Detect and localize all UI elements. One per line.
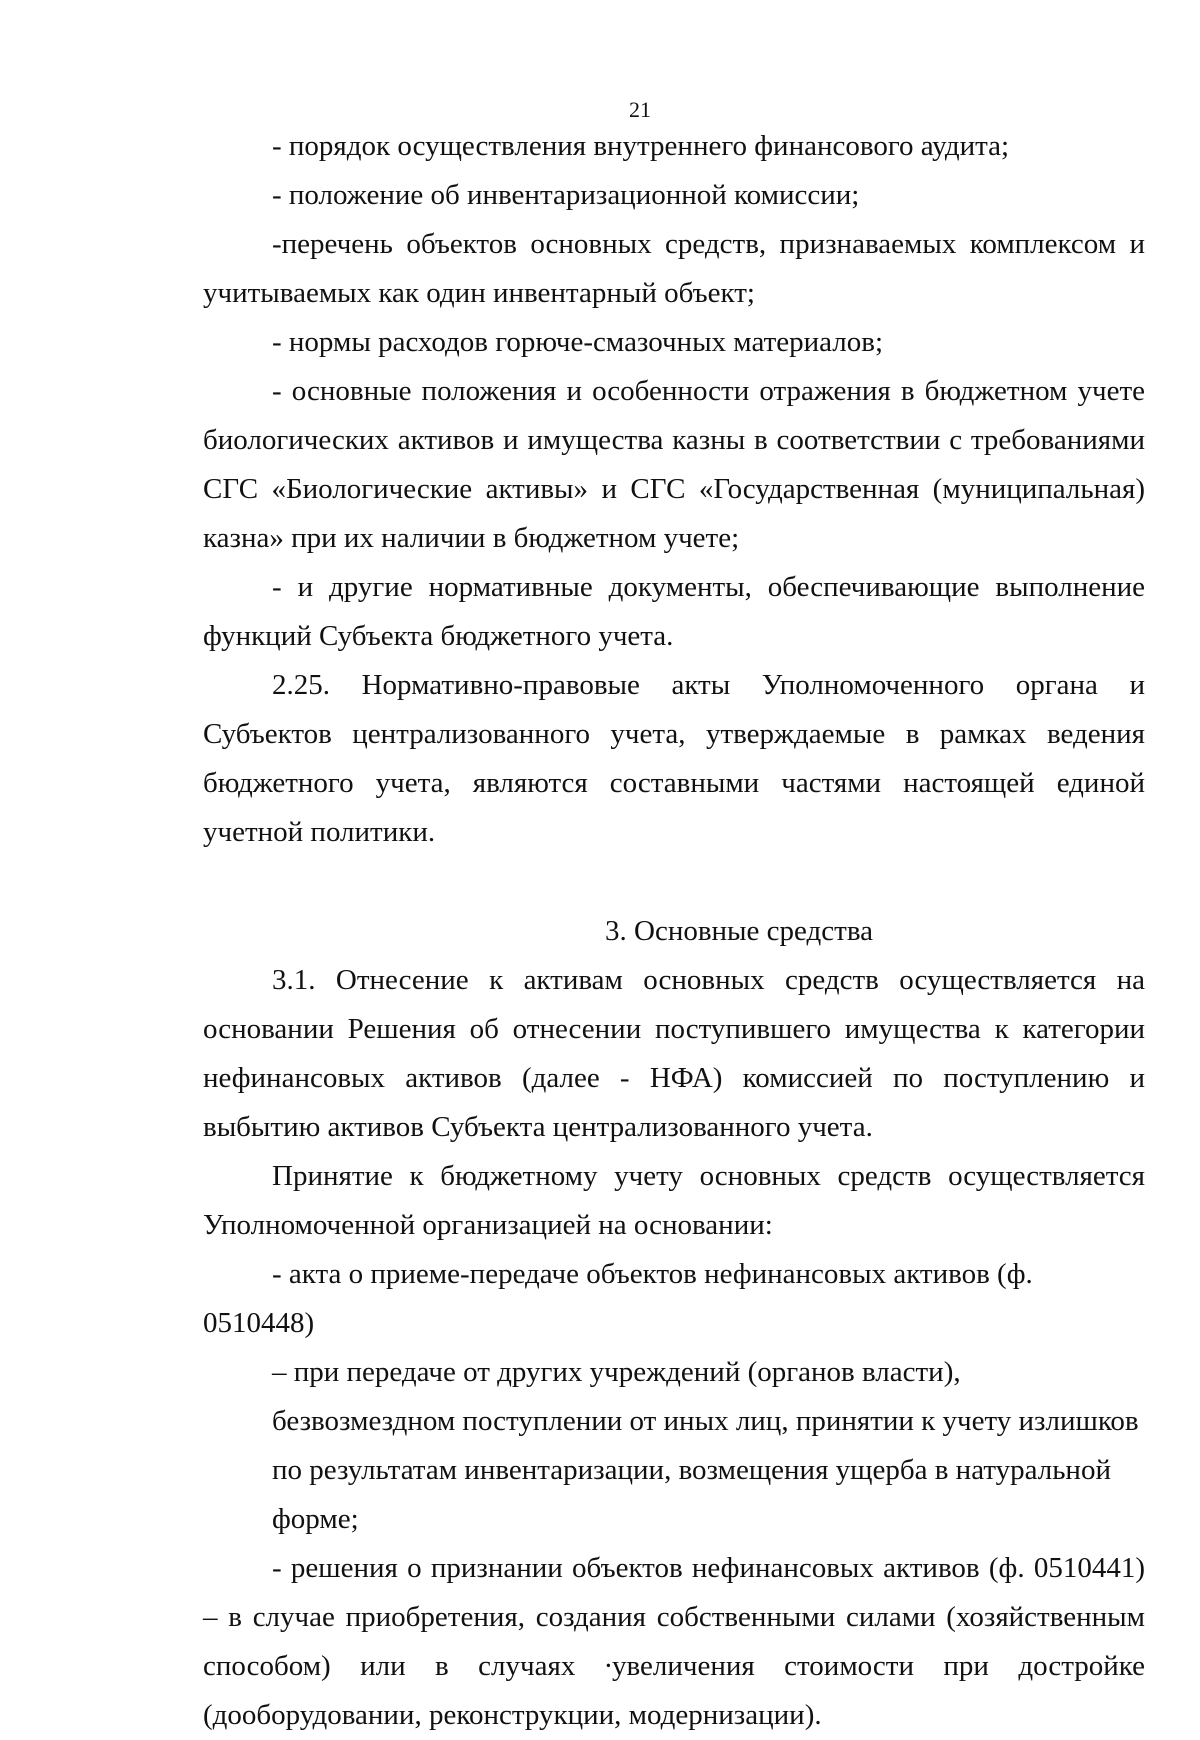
list-item-act-continuation: – при передаче от других учреждений (органов власти), безвозмездном поступлении от иных лиц, принятии к учету излишков по результатам инвентаризации, возмещения ущерба в натуральной форме;: [272, 1356, 1139, 1535]
clause-3-1: 3.1. Отнесение к активам основных средств осуществляется на основании Решения об отнесении поступившего имущества к категории нефинансовых активов (далее - НФА) комиссией по поступлению и выбытию активов Субъекта централизованного учета.: [203, 964, 1145, 1143]
list-item-decision: - решения о признании объектов нефинансовых активов (ф. 0510441) – в случае приобретения, создания собственными силами (хозяйственным способом) или в случаях ∙увеличения стоимости при достройке (дооборудовании, реконструкции, модернизации).: [203, 1552, 1145, 1731]
clause-2-25: 2.25. Нормативно-правовые акты Уполномоченного органа и Субъектов централизованного учета, утверждаемые в рамках ведения бюджетного учета, являются составными частями настоящей единой учетной политики.: [203, 669, 1145, 848]
acceptance-paragraph: Принятие к бюджетному учету основных средств осуществляется Уполномоченной организацией на основании:: [203, 1160, 1145, 1241]
list-item-act-first-line: - акта о приеме-передаче объектов нефинансовых активов (ф. 0510448): [203, 1258, 1033, 1339]
section-heading: 3. Основные средства: [605, 915, 873, 947]
list-item-biological-assets: - основные положения и особенности отражения в бюджетном учете биологических активов и имущества казны в соответствии с требованиями СГС «Биологические активы» и СГС «Государственная (муниципальная) казна» при их наличии в бюджетном учете;: [203, 375, 1145, 554]
list-item-other-documents: - и другие нормативные документы, обеспечивающие выполнение функций Субъекта бюджетного учета.: [203, 571, 1145, 652]
list-item-fuel-norms: - нормы расходов горюче-смазочных материалов;: [272, 326, 883, 358]
list-item-inventory-commission: - положение об инвентаризационной комиссии;: [272, 179, 860, 211]
list-item-internal-audit: - порядок осуществления внутреннего финансового аудита;: [272, 130, 1010, 162]
document-body: [203, 122, 1145, 1740]
page-number: 21: [629, 97, 651, 122]
list-item-fixed-assets-complex: -перечень объектов основных средств, признаваемых комплексом и учитываемых как один инвентарный объект;: [203, 228, 1145, 309]
